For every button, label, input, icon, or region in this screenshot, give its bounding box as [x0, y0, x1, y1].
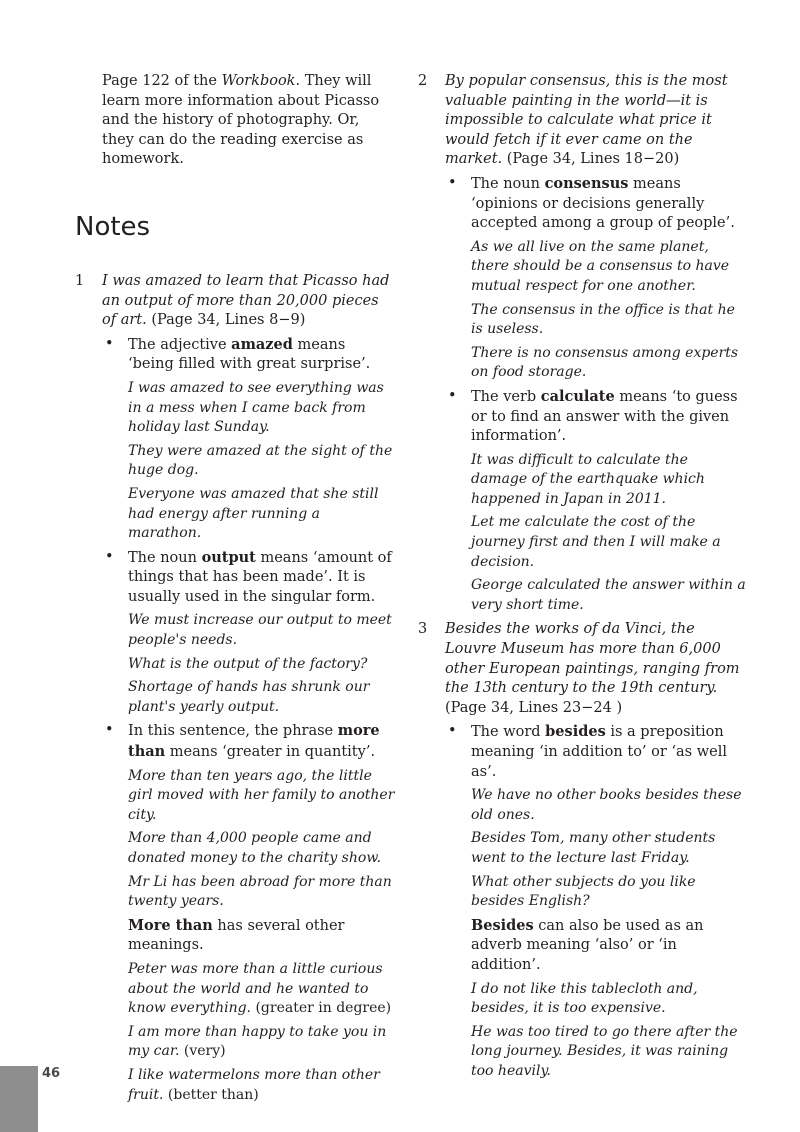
example-sentence: I was amazed to see everything was in a mess when I came back from holiday last Sunday.	[128, 379, 384, 436]
meaning-gloss: (very)	[179, 1043, 226, 1060]
example-sentence: He was too tired to go there after the long journey. Besides, it was raining too heavily.	[471, 1023, 738, 1079]
example-sentence: I do not like this tablecloth and, besides, it is too expensive.	[471, 980, 698, 1017]
notes-heading: Notes	[75, 211, 151, 242]
key-term: Besides	[471, 916, 534, 934]
key-term: more than	[128, 722, 380, 761]
note-number: 3	[418, 621, 428, 638]
key-term: consensus	[544, 174, 629, 192]
example-sentence: They were amazed at the sight of the huge dog.	[128, 442, 393, 479]
example-sentence: Everyone was amazed that she still had energy after running a marathon.	[128, 485, 379, 542]
example-sentence: We have no other books besides these old ones.	[471, 787, 742, 823]
example-sentence: Peter was more than a little curious about the world and he wanted to know everything. (greater in degree)	[128, 960, 392, 1017]
point-text: The noun output means ‘amount of things that has been made’. It is usually used in the singular form.	[128, 548, 392, 605]
intro-paragraph	[102, 72, 395, 170]
example-sentence: We must increase our output to meet people's needs.	[128, 612, 392, 649]
meaning-gloss: (better than)	[163, 1086, 259, 1103]
example-sentence: As we all live on the same planet, there should be a consensus to have mutual respect for one another.	[471, 238, 730, 294]
note-number: 2	[418, 73, 428, 89]
note-point	[102, 335, 395, 544]
note-point	[445, 387, 748, 616]
example-sentence: I am more than happy to take you in my car. (very)	[128, 1023, 387, 1060]
bullet-icon: •	[448, 723, 457, 740]
bullet-icon: •	[105, 722, 114, 739]
note-quote: By popular consensus, this is the most valuable painting in the world—it is impossible to calculate what price it would fetch if it ever came on the market. (Page 34, Lines 18−20)	[445, 73, 728, 168]
point-text: The verb calculate means ‘to guess or to find an answer with the given information’.	[471, 387, 738, 445]
example-sentence: Besides Tom, many other students went to the lecture last Friday.	[471, 830, 716, 866]
intro-text-before: Page 122 of the	[102, 73, 222, 89]
note-item-2	[418, 72, 748, 615]
page-reference: (Page 34, Lines 18−20)	[502, 151, 680, 168]
key-term: amazed	[231, 335, 293, 353]
bullet-icon: •	[448, 174, 457, 191]
example-sentence: I like watermelons more than other fruit. (better than)	[128, 1066, 380, 1103]
note-point	[445, 174, 748, 383]
point-text: The adjective amazed means ‘being filled with great surprise’.	[128, 335, 371, 373]
example-sentence: What other subjects do you like besides English?	[471, 873, 696, 910]
point-text: In this sentence, the phrase more than means ‘greater in quantity’.	[128, 722, 380, 761]
page-tab-strip	[0, 1066, 38, 1132]
page-reference: (Page 34, Lines 23−24 )	[445, 699, 623, 716]
note-item-1	[75, 272, 395, 1105]
meaning-gloss: (greater in degree)	[251, 1000, 392, 1017]
example-sentence: What is the output of the factory?	[128, 655, 368, 672]
point-extra-text: Besides can also be used as an adverb meaning ‘also’ or ‘in addition’.	[471, 916, 704, 973]
example-sentence: It was difficult to calculate the damage of the earthquake which happened in Japan in 2011.	[471, 451, 705, 507]
example-sentence: The consensus in the office is that he is useless.	[471, 301, 735, 338]
bullet-icon: •	[105, 548, 114, 565]
example-sentence: Let me calculate the cost of the journey first and then I will make a decision.	[471, 514, 721, 570]
point-text: The noun consensus means ‘opinions or decisions generally accepted among a group of people’.	[471, 174, 735, 232]
note-number: 1	[75, 272, 85, 289]
note-point	[445, 722, 748, 1081]
note-item-3	[418, 620, 748, 1081]
key-term: output	[201, 548, 256, 566]
example-sentence: More than ten years ago, the little girl moved with her family to another city.	[128, 767, 395, 823]
note-point	[102, 721, 395, 1105]
intro-text-after: . They will learn more information about Picasso and the history of photography. Or, they can do the reading exercise as homework.	[102, 73, 380, 168]
example-sentence: George calculated the answer within a very short time.	[471, 577, 746, 613]
bullet-icon: •	[448, 387, 457, 404]
note-quote: I was amazed to learn that Picasso had an output of more than 20,000 pieces of art. (Page 34, Lines 8−9)	[102, 272, 390, 329]
page-number: 46	[42, 1066, 61, 1081]
example-sentence: More than 4,000 people came and donated money to the charity show.	[128, 830, 382, 866]
point-text: The word besides is a preposition meaning ‘in addition to’ or ‘as well as’.	[471, 723, 727, 780]
example-sentence: There is no consensus among experts on food storage.	[471, 344, 739, 381]
note-quote: Besides the works of da Vinci, the Louvre Museum has more than 6,000 other European paintings, ranging from the 13th century to the 19th century. (Page 34, Lines 23−24 )	[445, 621, 740, 716]
workbook-title: Workbook	[221, 73, 296, 89]
key-term: besides	[545, 723, 606, 741]
key-term: calculate	[540, 387, 615, 405]
point-extra-text: More than has several other meanings.	[128, 916, 345, 954]
note-point	[102, 548, 395, 718]
key-term: More than	[128, 916, 213, 934]
right-column	[418, 72, 748, 1082]
example-sentence: Shortage of hands has shrunk our plant's yearly output.	[128, 679, 370, 715]
page-reference: (Page 34, Lines 8−9)	[146, 312, 306, 329]
bullet-icon: •	[105, 335, 114, 352]
left-column	[75, 72, 395, 1105]
example-sentence: Mr Li has been abroad for more than twenty years.	[128, 873, 392, 910]
